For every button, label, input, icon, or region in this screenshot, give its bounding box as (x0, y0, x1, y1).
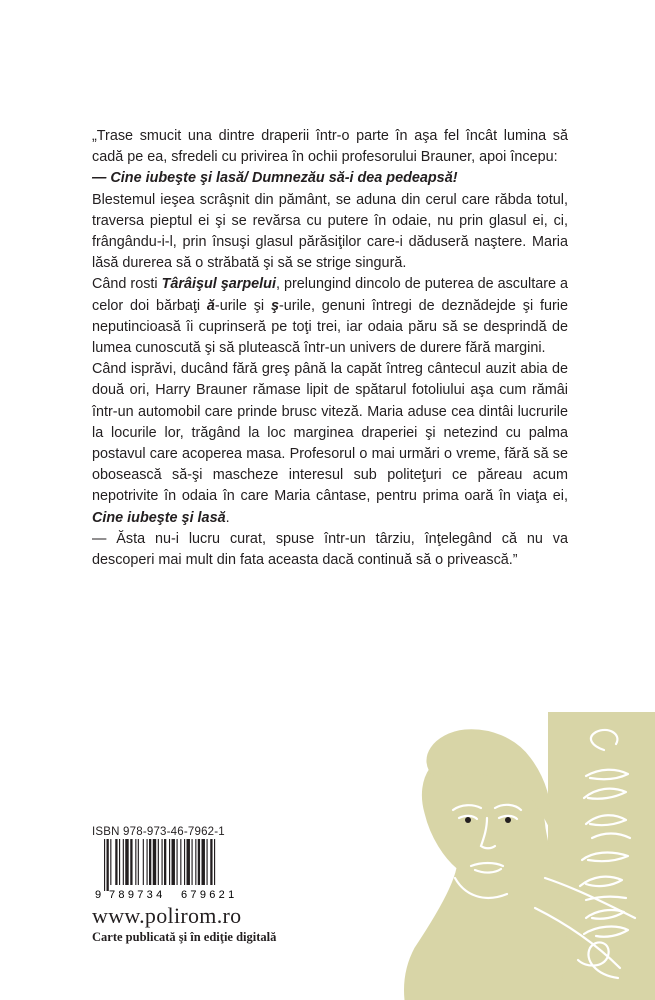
excerpt-letter-a: ă (206, 297, 215, 314)
barcode-bar (207, 839, 208, 885)
excerpt-song-title-2: Cine iubeşte şi lasă (92, 509, 226, 526)
excerpt-text: Când isprăvi, ducând fără greş până la capăt întreg cântecul auzit abia de două ori, Harry Brauner rămase lipit de spătarul fotoliului aşa cum rămâi într-un automobil care prinde brusc viteză. Maria aduse cea dintâi lucrurile la locurile lor, trăgând la loc marginea draperiei şi netezind cu palma postavul care acoperea masa. Profesorul o mai urmări o vreme, fără să se obosească să-şi mascheze interesul sub politeţuri ce păreau acum nepotrivite în odaia în care Maria cântase, pentru prima oară în viaţa ei, (92, 361, 568, 505)
barcode-bar (177, 839, 178, 885)
excerpt-paragraph-2 (92, 168, 568, 189)
barcode-bar (214, 839, 215, 885)
barcode-bar (110, 839, 111, 885)
barcode-bar (123, 839, 124, 885)
book-excerpt (92, 126, 568, 571)
barcode-bar (169, 839, 170, 885)
barcode-bar (125, 839, 128, 885)
barcode-bar (164, 839, 166, 885)
excerpt-text: . (225, 509, 230, 526)
barcode-bar (130, 839, 132, 885)
publisher-website[interactable]: www.polirom.ro (92, 903, 242, 928)
excerpt-paragraph-3: Blestemul ieşea scrâşnit din pământ, se aduna din cerul care răbda totul, traversa pieptul ei şi se revărsa cu putere în odaie, nu prin glasul ei, ci, frângându-i-l, prin însuşi glasul părăsiţilor care-i dăduseră naştere. Maria lăsă durerea să o străbată şi să se strige singură. (92, 191, 568, 272)
barcode-bar (143, 839, 144, 885)
barcode (92, 839, 254, 899)
barcode-bar (172, 839, 175, 885)
barcode-bar (184, 839, 185, 885)
barcode-bar (210, 839, 212, 885)
excerpt-paragraph-4 (92, 274, 568, 359)
isbn-number: ISBN 978-973-46-7962-1 (92, 826, 225, 838)
barcode-bar (107, 839, 109, 891)
barcode-bar (153, 839, 156, 885)
barcode-bar (187, 839, 190, 885)
excerpt-text: -urile, genuni întregi de deznădejde şi furie neputincioasă îi cuprinseră pe toţi trei, iar odaia păru să se desprindă de lumea cunoscută şi să plutească într-un univers de durere fără margini. (92, 297, 568, 357)
author-signature (556, 720, 652, 990)
excerpt-song-title: Târâişul şarpelui (161, 276, 276, 293)
barcode-bar (149, 839, 151, 885)
barcode-bar (202, 839, 205, 885)
barcode-bar (138, 839, 139, 885)
barcode-left-digits: 789734 (109, 889, 166, 899)
barcode-bar (180, 839, 181, 885)
barcode-bar (135, 839, 136, 885)
barcode-bar (198, 839, 200, 885)
barcode-bar (147, 839, 148, 885)
barcode-bar (158, 839, 159, 885)
barcode-right-digits: 679621 (181, 889, 238, 899)
excerpt-text: Când rosti (92, 276, 162, 293)
barcode-bar (119, 839, 120, 885)
barcode-bar (162, 839, 163, 885)
barcode-bar (192, 839, 193, 885)
excerpt-verse: — Cine iubeşte şi lasă/ Dumnezău să-i dea pedeapsă! (92, 170, 458, 187)
digital-edition-note: Carte publicată şi în ediţie digitală (92, 930, 277, 944)
barcode-bar (115, 839, 117, 885)
barcode-bar (104, 839, 105, 891)
excerpt-paragraph-6: — Ăsta nu-i lucru curat, spuse într-un târziu, înţelegând că nu va descoperi mai mult din fata aceasta dacă continuă să o privească.” (92, 530, 568, 569)
excerpt-paragraph-1: „Trase smucit una dintre draperii într-o parte în aşa fel încât lumina să cadă pe ea, sfredeli cu privirea în ochii profesorului Brauner, apoi începu: (92, 128, 568, 166)
excerpt-letter-s: ş (270, 297, 279, 314)
barcode-first-digit: 9 (95, 889, 102, 899)
barcode-bar (195, 839, 196, 885)
excerpt-text: -urile şi (214, 297, 271, 314)
excerpt-paragraph-5 (92, 359, 568, 529)
excerpt-text: , prelungind dincolo de puterea de ascultare a celor doi bărbaţi (92, 276, 568, 314)
